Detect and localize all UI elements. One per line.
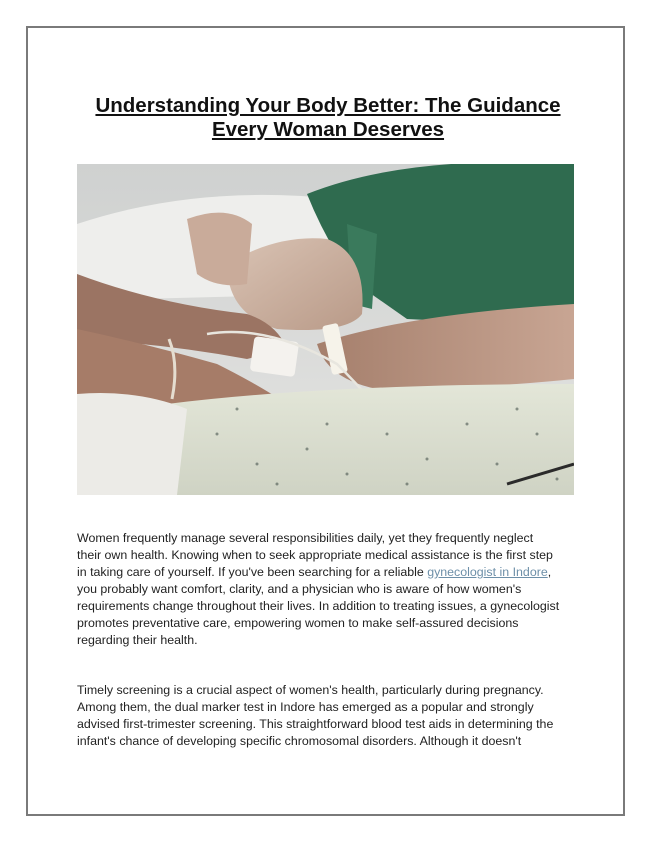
paragraph-line: their own health. Knowing when to seek appropriate medical assistance is the first step <box>77 548 553 562</box>
title-line-2: Every Woman Deserves <box>211 118 445 141</box>
link-prefix-text: in taking care of yourself. If you've been searching for a reliable <box>77 565 428 579</box>
document-page <box>26 26 625 816</box>
paragraph-line: infant's chance of developing specific chromosomal disorders. Although it doesn't <box>77 734 522 748</box>
paragraph-line: requirements change throughout their lives. In addition to treating issues, a gynecologist <box>77 599 560 613</box>
page-title <box>78 94 578 142</box>
paragraph-intro <box>77 530 577 649</box>
paragraph-line: Timely screening is a crucial aspect of women's health, particularly during pregnancy. <box>77 683 544 697</box>
link-suffix-text: , <box>547 565 552 579</box>
hero-photo <box>77 164 574 495</box>
gynecologist-in-indore-link[interactable]: gynecologist in Indore <box>427 565 548 579</box>
paragraph-line: advised first-trimester screening. This straightforward blood test aids in determining the <box>77 717 554 731</box>
paragraph-line: regarding their health. <box>77 633 198 647</box>
paragraph-line: Among them, the dual marker test in Indore has emerged as a popular and strongly <box>77 700 534 714</box>
paragraph-line: Women frequently manage several responsibilities daily, yet they frequently neglect <box>77 531 534 545</box>
paragraph-line-with-link <box>77 564 577 581</box>
paragraph-line: you probably want comfort, clarity, and a physician who is aware of how women's <box>77 582 522 596</box>
title-line-1: Understanding Your Body Better: The Guidance <box>95 94 561 117</box>
paragraph-screening <box>77 682 577 750</box>
photo-illustration <box>77 164 574 495</box>
paragraph-line: promotes preventative care, empowering women to make self-assured decisions <box>77 616 519 630</box>
